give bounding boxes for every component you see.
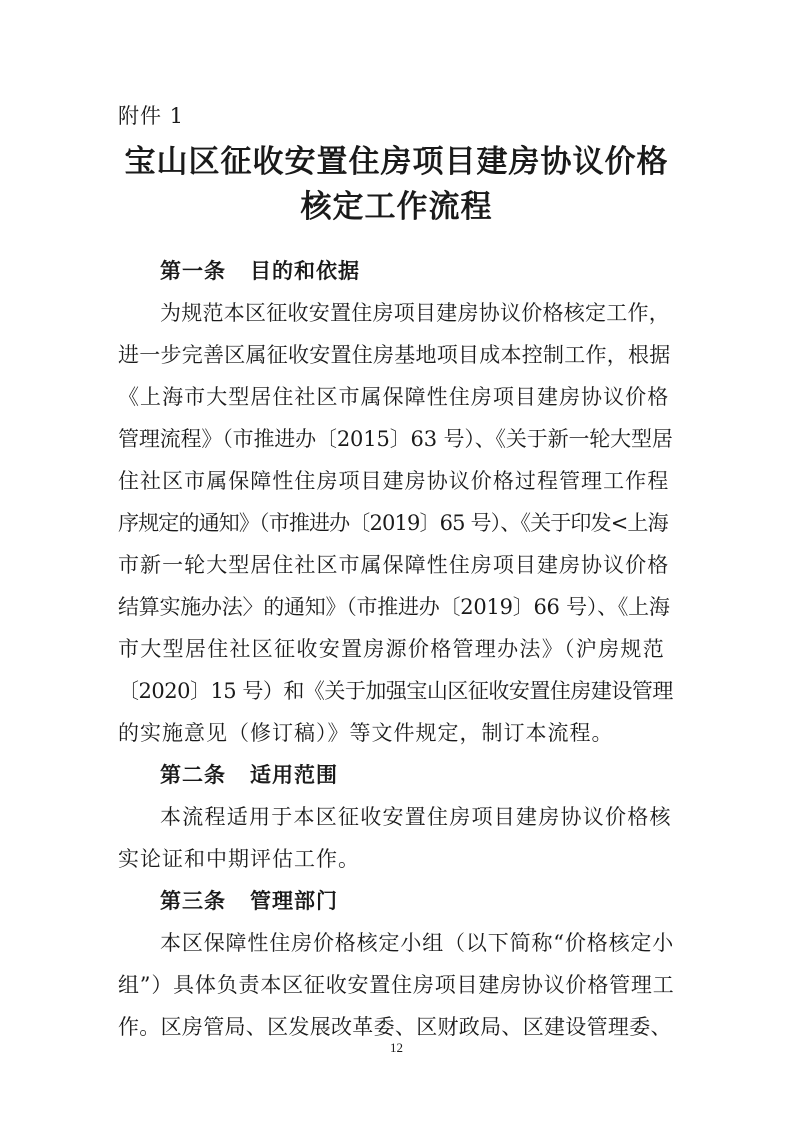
article-1-title: 目的和依据	[250, 259, 360, 283]
paragraph-line: 为规范本区征收安置住房项目建房协议价格核定工作，	[160, 301, 670, 325]
paragraph-line: 市新一轮大型居住社区市属保障性住房项目建房协议价格	[118, 553, 670, 577]
paragraph-line: 《上海市大型居住社区市属保障性住房项目建房协议价格	[118, 385, 670, 409]
paragraph-line: 的实施意见（修订稿）》等文件规定，制订本流程。	[118, 721, 614, 745]
document-title-line-1: 宝山区征收安置住房项目建房协议价格	[124, 144, 669, 180]
paragraph-line: 本区保障性住房价格核定小组（以下简称“价格核定小	[160, 931, 675, 955]
article-3-title: 管理部门	[250, 889, 338, 913]
paragraph-line: 本流程适用于本区征收安置住房项目建房协议价格核	[160, 805, 672, 829]
paragraph-line: 序规定的通知》（市推进办〔2019〕65 号）、《关于印发<上海	[118, 511, 668, 535]
paragraph-line: 组”）具体负责本区征收安置住房项目建房协议价格管理工	[118, 973, 675, 997]
paragraph-line: 作。区房管局、区发展改革委、区财政局、区建设管理委、	[118, 1015, 672, 1039]
paragraph-line: 进一步完善区属征收安置住房基地项目成本控制工作，根据	[118, 343, 671, 367]
paragraph-line: 市大型居住社区征收安置房源价格管理办法》（沪房规范	[118, 637, 665, 661]
paragraph-line: 住社区市属保障性住房项目建房协议价格过程管理工作程	[118, 469, 670, 493]
article-2-number: 第二条	[160, 763, 226, 787]
paragraph-line: 管理流程》（市推进办〔2015〕63 号）、《关于新一轮大型居	[118, 427, 673, 451]
page-number: 12	[390, 1040, 403, 1055]
attachment-label: 附件 1	[118, 104, 185, 128]
article-3-number: 第三条	[160, 889, 226, 913]
document-title-line-2: 核定工作流程	[300, 189, 493, 225]
article-3-heading	[160, 885, 338, 915]
article-2-title: 适用范围	[250, 763, 338, 787]
article-1-number: 第一条	[160, 259, 226, 283]
article-2-heading	[160, 759, 338, 789]
article-1-heading	[160, 255, 360, 285]
paragraph-line: 结算实施办法〉的通知》（市推进办〔2019〕66 号）、《上海	[118, 595, 670, 619]
paragraph-line: 实论证和中期评估工作。	[118, 847, 360, 871]
paragraph-line: 〔2020〕15 号）和《关于加强宝山区征收安置住房建设管理	[118, 679, 673, 703]
